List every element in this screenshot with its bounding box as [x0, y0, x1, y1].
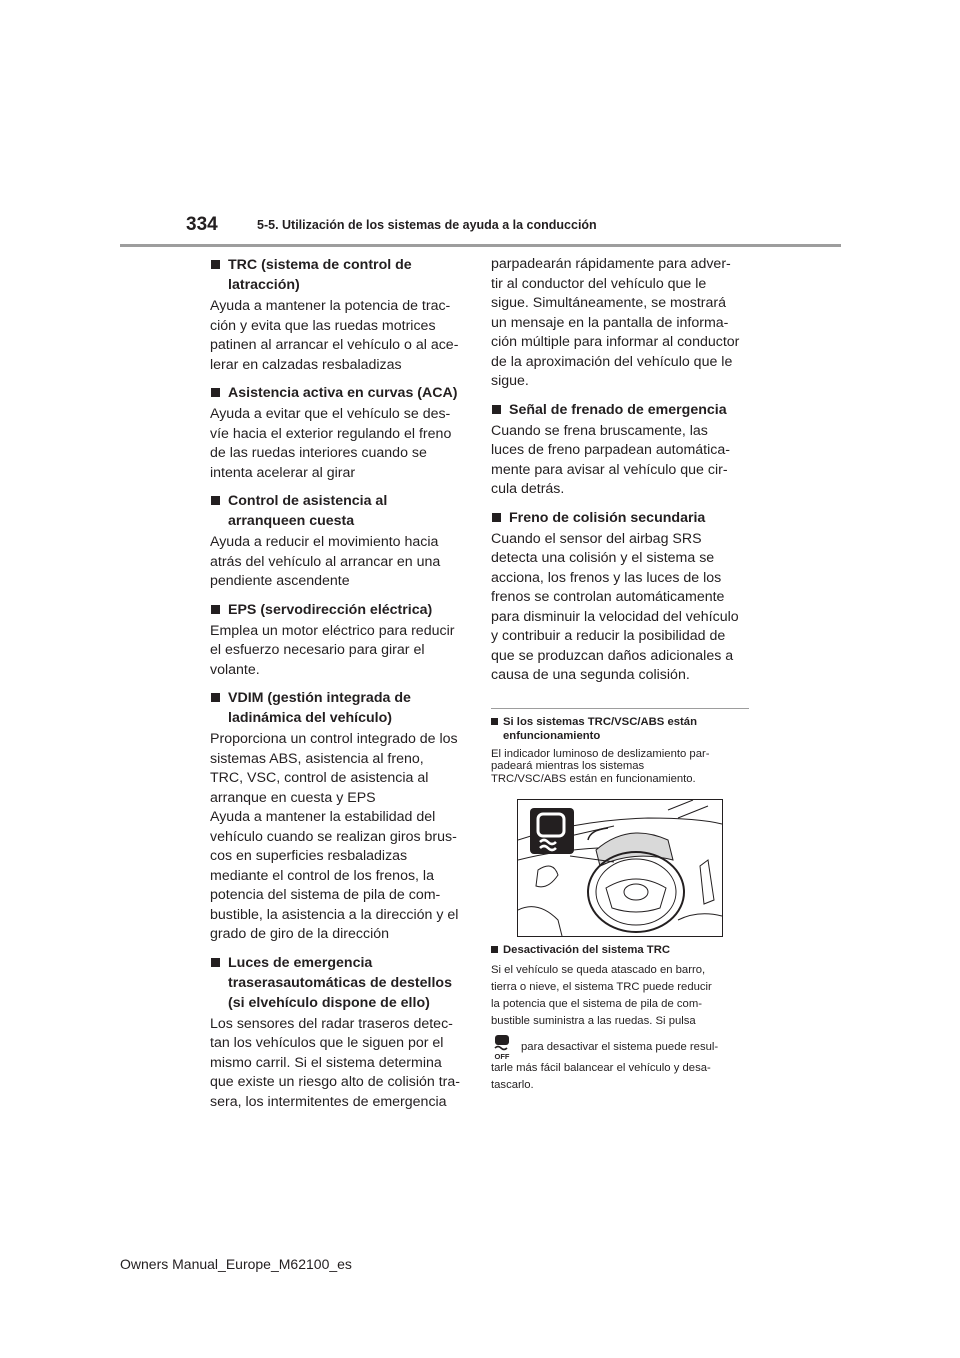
text-line: atrás del vehículo al arrancar en una [210, 553, 441, 570]
text-line: cula detrás. [491, 481, 565, 497]
note-divider [491, 708, 749, 709]
right-block-heading-1 [491, 508, 751, 528]
note-heading-trc-vsc-abs [491, 715, 751, 743]
right-blocks [491, 400, 751, 686]
text-line: bustible, la asistencia a la dirección y el [210, 906, 459, 923]
text-line: vehículo cuando se realizan giros brus- [210, 828, 457, 845]
bullet-square-icon [492, 405, 501, 414]
bullet-square-icon [211, 693, 220, 702]
text-line: TRC, VSC, control de asistencia al [210, 770, 429, 786]
text-line: Si el vehículo se queda atascado en barro, [491, 964, 706, 976]
bullet-square-icon [211, 260, 220, 269]
bullet-square-icon [211, 605, 220, 614]
text-line: patinen al arrancar el vehículo o al ace- [210, 337, 459, 353]
vsc-off-text: para desactivar el sistema puede resul- [521, 1041, 719, 1053]
heading-line: Si los sistemas TRC/VSC/ABS están en [503, 715, 697, 742]
text-line: mediante el control de los frenos, la [210, 867, 434, 884]
note-text-trc-vsc-abs [491, 748, 751, 786]
heading-line: VDIM (gestión integrada de la [228, 690, 411, 726]
text-line: de las ruedas interiores cuando se [210, 445, 427, 461]
heading-line: Desactivación del sistema TRC [503, 944, 671, 956]
left-block-heading-5 [210, 953, 465, 1013]
text-line: parpadearán rápidamente para adver- [491, 256, 731, 272]
text-line: volante. [210, 661, 260, 678]
text-line: tarle más fácil balancear el vehículo y desa- [491, 1062, 711, 1075]
text-line: tir al conductor del vehículo que le [491, 275, 707, 292]
note-heading-trc-off [491, 943, 751, 957]
continuation-text [491, 255, 751, 392]
text-line: un mensaje en la pantalla de informa- [491, 314, 729, 331]
dashboard-illustration [517, 799, 723, 937]
text-line: sigue. [491, 373, 529, 389]
text-line: causa de una segunda colisión. [491, 667, 690, 683]
left-block-heading-2 [210, 491, 465, 531]
dashboard-drawing [518, 800, 722, 936]
bullet-square-icon [491, 946, 498, 953]
text-line: Ayuda a reducir el movimiento hacia [210, 534, 439, 550]
left-block-text-3 [210, 622, 465, 681]
right-block-text-0 [491, 422, 751, 500]
text-line: Emplea un motor eléctrico para reducir [210, 622, 455, 639]
right-column [491, 255, 751, 1098]
text-line: el esfuerzo necesario para girar el [210, 642, 425, 658]
text-line: pendiente ascendente [210, 573, 350, 589]
text-line: cos en superficies resbaladizas [210, 848, 408, 864]
text-line: Cuando se frena bruscamente, las [491, 422, 708, 439]
heading-line: Control de asistencia al arranque [228, 493, 388, 529]
text-line: Ayuda a evitar que el vehículo se des- [210, 406, 451, 422]
text-line: la potencia que el sistema de pila de com- [491, 998, 702, 1010]
text-line: acciona, los frenos y las luces de los [491, 569, 722, 586]
left-block-text-4 [210, 730, 465, 945]
text-line: El indicador luminoso de deslizamiento par- [491, 747, 710, 760]
left-block-text-1 [210, 405, 465, 483]
text-line: potencia del sistema de pila de com- [210, 887, 441, 903]
section-title: 5-5. Utilización de los sistemas de ayuda a la conducción [257, 218, 597, 232]
vsc-off-line [491, 1034, 751, 1060]
text-line: intenta acelerar al girar [210, 464, 356, 481]
text-line: mente para avisar al vehículo que cir- [491, 461, 728, 478]
bullet-square-icon [491, 718, 498, 725]
right-block-heading-0 [491, 400, 751, 420]
text-line: luces de freno parpadean automática- [491, 442, 730, 458]
vsc-off-icon [491, 1034, 515, 1060]
header-rule [120, 244, 841, 247]
text-line: víe hacia el exterior regulando el freno [210, 425, 452, 442]
text-line: grado de giro de la dirección [210, 926, 390, 942]
page-number: 334 [186, 214, 218, 235]
text-line: para disminuir la velocidad del vehículo [491, 608, 739, 625]
heading-line: en cuesta [288, 513, 355, 529]
text-line: ción y evita que las ruedas motrices [210, 317, 436, 334]
heading-line: EPS (servodirección eléctrica) [228, 601, 433, 618]
bullet-square-icon [211, 496, 220, 505]
note-text-trc-off [491, 962, 751, 1030]
left-block-text-0 [210, 297, 465, 375]
text-line: sera, los intermitentes de emergencia [210, 1093, 447, 1110]
text-line: y contribuir a reducir la posibilidad de [491, 628, 726, 644]
heading-line: automáticas de destellos (si el [228, 974, 452, 1011]
left-block-text-2 [210, 533, 465, 592]
vsc-off-icon-label: OFF [494, 1052, 510, 1061]
heading-line: Luces de emergencia traseras [228, 954, 373, 991]
left-column [210, 255, 465, 1120]
left-block-heading-0 [210, 255, 465, 295]
heading-line: Señal de frenado de emergencia [509, 401, 727, 418]
note-text-trc-off-end [491, 1060, 751, 1094]
text-line: Ayuda a mantener la potencia de trac- [210, 298, 451, 314]
text-line: que se produzcan daños adicionales a [491, 647, 734, 664]
right-block-text-1 [491, 530, 751, 686]
left-block-heading-1 [210, 383, 465, 403]
text-line: detecta una colisión y el sistema se [491, 550, 715, 566]
heading-line: Freno de colisión secundaria [509, 509, 706, 526]
left-block-heading-4 [210, 688, 465, 728]
text-line: tascarlo. [491, 1079, 534, 1092]
footer-text: Owners Manual_Europe_M62100_es [120, 1256, 352, 1272]
text-line: que existe un riesgo alto de colisión tra- [210, 1074, 460, 1090]
text-line: tan los vehículos que le siguen por el [210, 1035, 444, 1051]
text-line: sistemas ABS, asistencia al freno, [210, 750, 424, 767]
heading-line: dinámica del vehículo) [239, 710, 393, 726]
text-line: de la aproximación del vehículo que le [491, 353, 733, 370]
left-block-text-5 [210, 1015, 465, 1113]
heading-line: tracción) [239, 277, 300, 293]
heading-line: vehículo dispone de ello) [260, 994, 430, 1011]
heading-line: funcionamiento [516, 729, 601, 742]
text-line: Cuando el sensor del airbag SRS [491, 530, 702, 547]
text-line: Los sensores del radar traseros detec- [210, 1015, 453, 1032]
text-line: Ayuda a mantener la estabilidad del [210, 809, 436, 825]
bullet-square-icon [492, 513, 501, 522]
bullet-square-icon [211, 388, 220, 397]
left-block-heading-3 [210, 600, 465, 620]
text-line: mismo carril. Si el sistema determina [210, 1054, 442, 1071]
text-line: sigue. Simultáneamente, se mostrará [491, 295, 726, 311]
heading-line: Asistencia activa en curvas (ACA) [228, 385, 458, 401]
text-line: arranque en cuesta y EPS [210, 789, 376, 806]
text-line: ción múltiple para informar al conductor [491, 334, 740, 350]
heading-line: TRC (sistema de control de la [228, 257, 412, 293]
text-line: Proporciona un control integrado de los [210, 731, 458, 747]
bullet-square-icon [211, 958, 220, 967]
text-line: lerar en calzadas resbaladizas [210, 356, 402, 373]
text-line: TRC/VSC/ABS están en funcionamiento. [491, 772, 696, 785]
text-line: bustible suministra a las ruedas. Si pulsa [491, 1015, 696, 1027]
text-line: padeará mientras los sistemas [491, 760, 645, 772]
text-line: frenos se controlan automáticamente [491, 589, 725, 605]
text-line: tierra o nieve, el sistema TRC puede reducir [491, 981, 712, 993]
